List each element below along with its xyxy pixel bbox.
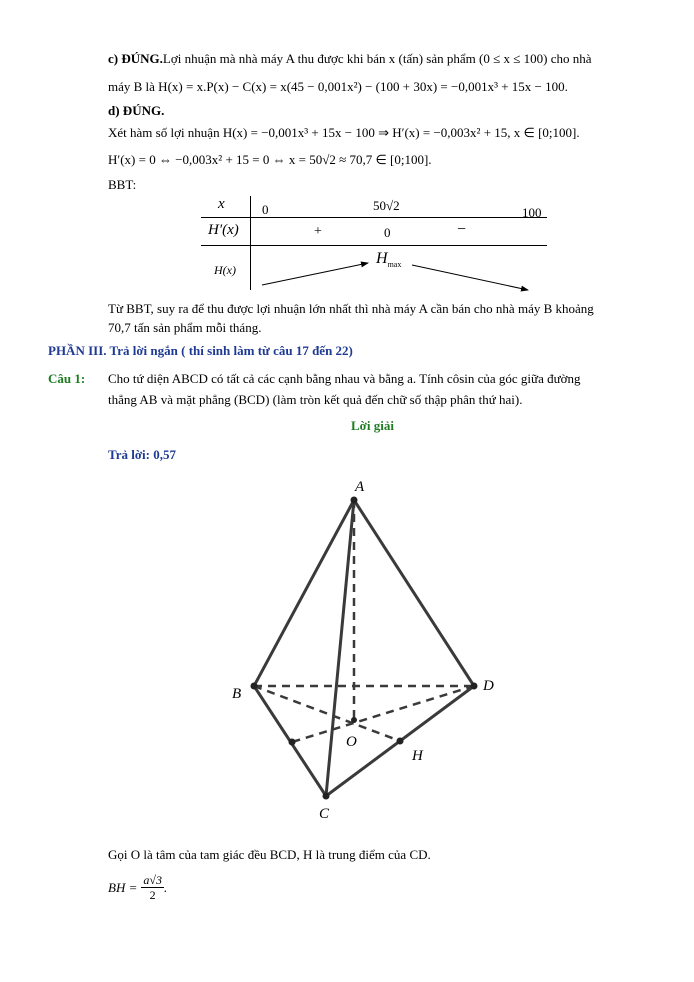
point-mid-BC [289, 739, 296, 746]
label-D: D [483, 678, 494, 694]
bbt-x-label: x [218, 196, 225, 212]
label-H: H [412, 748, 423, 764]
label-O: O [346, 734, 357, 750]
bbt-sign-zero: 0 [384, 225, 391, 240]
conclusion-line1: Từ BBT, suy ra để thu được lợi nhuận lớn nhất thì nhà máy A cần bán cho nhà máy B khoảng [108, 301, 594, 316]
bbt-hmax-letter: H [376, 250, 388, 267]
bbt-xmid: 50√2 [373, 198, 400, 213]
bbt-x0: 0 [262, 202, 269, 217]
c-heading: c) ĐÚNG. [108, 51, 163, 66]
bh-numerator: a√3 [143, 873, 162, 887]
point-H [397, 738, 404, 745]
after-line1: Gọi O là tâm của tam giác đều BCD, H là trung điểm của CD. [108, 847, 431, 862]
segment-BH [254, 686, 400, 741]
bh-denominator: 2 [149, 888, 156, 902]
point-C [323, 793, 330, 800]
solution-title: Lời giải [351, 418, 394, 433]
d-heading: d) ĐÚNG. [108, 103, 165, 118]
bbt-hmax-sub: max [387, 260, 402, 270]
bh-period: . [163, 879, 168, 895]
bbt-hprime-label: H′(x) [208, 222, 239, 238]
d-text2: H′(x) = 0 ⇔ −0,003x² + 15 = 0 ⇔ x = 50√2 ≈ 70,7 ∈ [0;100]. [108, 152, 432, 167]
bh-fraction [141, 873, 164, 902]
conclusion-line2: 70,7 tấn sản phẩm mỗi tháng. [108, 320, 262, 335]
median-D [292, 686, 474, 742]
point-D [471, 683, 478, 690]
d-text1: Xét hàm số lợi nhuận H(x) = −0,001x³ + 15x − 100 ⇒ H′(x) = −0,003x² + 15, x ∈ [0;100]. [108, 125, 580, 140]
part3-title: PHẦN III. Trả lời ngắn ( thí sinh làm từ câu 17 đến 22) [48, 343, 353, 358]
bbt-label: BBT: [108, 177, 137, 192]
bbt-sign-left: + [314, 224, 322, 239]
c-text1: Lợi nhuận mà nhà máy A thu được khi bán x (tấn) sản phẩm (0 ≤ x ≤ 100) cho nhà [162, 51, 592, 66]
label-A: A [355, 479, 365, 495]
bh-formula [108, 873, 167, 902]
point-O [351, 717, 357, 723]
point-B [251, 683, 258, 690]
label-B: B [232, 686, 242, 702]
answer: Trả lời: 0,57 [108, 447, 176, 462]
bbt-sign-right: − [457, 221, 467, 238]
question1-text2: thẳng AB và mặt phẳng (BCD) (làm tròn kết quả đến chữ số thập phân thứ hai). [108, 392, 523, 407]
edge-AD [354, 500, 474, 686]
bbt-xend: 100 [522, 205, 542, 220]
label-C: C [319, 806, 330, 822]
point-A [351, 497, 358, 504]
c-text2: máy B là H(x) = x.P(x) − C(x) = x(45 − 0,001x²) − (100 + 30x) = −0,001x³ + 15x − 100. [108, 79, 568, 94]
bbt-h-label: H(x) [214, 263, 236, 277]
question1-text1: Cho tứ diện ABCD có tất cả các cạnh bằng nhau và bằng a. Tính côsin của góc giữa đường [108, 371, 581, 386]
question1-label: Câu 1: [48, 371, 86, 386]
bh-lhs: BH = [108, 879, 138, 895]
